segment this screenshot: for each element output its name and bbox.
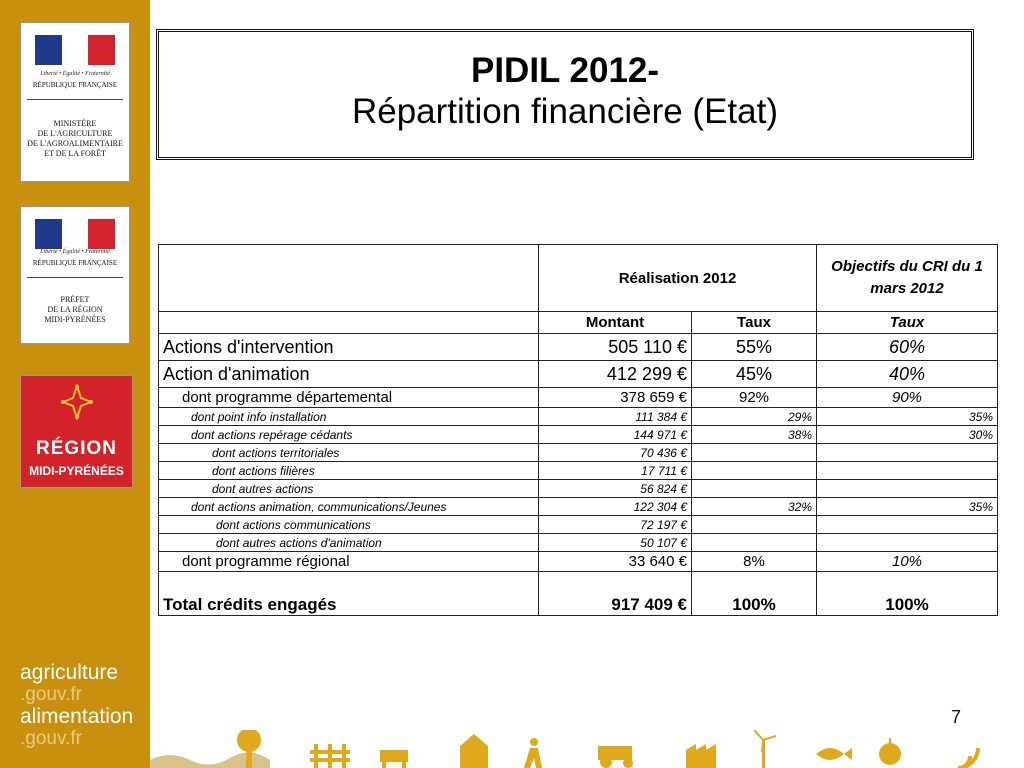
row-montant: 378 659 € bbox=[539, 388, 692, 408]
row-objectif: 35% bbox=[817, 408, 998, 426]
row-label: dont point info installation bbox=[159, 408, 539, 426]
agri-word: agriculture bbox=[20, 661, 119, 684]
total-label: Total crédits engagés bbox=[159, 572, 539, 616]
cow-icon bbox=[380, 750, 408, 768]
row-label: dont programme régional bbox=[159, 552, 539, 572]
prefect-line: DE LA RÉGION bbox=[47, 305, 103, 314]
row-taux: 38% bbox=[692, 426, 817, 444]
ministry-line: ET DE LA FORÊT bbox=[44, 149, 106, 158]
ministry-line: MINISTÈRE bbox=[53, 119, 97, 128]
french-flag-icon bbox=[35, 35, 115, 65]
subheader-montant: Montant bbox=[539, 312, 692, 334]
row-montant: 122 304 € bbox=[539, 498, 692, 516]
table-row bbox=[159, 552, 998, 572]
row-objectif bbox=[817, 462, 998, 480]
row-objectif: 60% bbox=[817, 334, 998, 361]
factory-icon bbox=[686, 744, 716, 768]
row-montant: 56 824 € bbox=[539, 480, 692, 498]
table-row bbox=[159, 444, 998, 462]
table-row bbox=[159, 361, 998, 388]
row-montant: 70 436 € bbox=[539, 444, 692, 462]
row-montant: 111 384 € bbox=[539, 408, 692, 426]
row-taux: 29% bbox=[692, 408, 817, 426]
republic-text: RÉPUBLIQUE FRANÇAISE bbox=[32, 81, 118, 89]
ministry-name bbox=[21, 119, 129, 159]
french-flag-icon bbox=[35, 219, 115, 249]
wind-turbine-icon bbox=[754, 730, 776, 768]
subheader-taux-objectif: Taux bbox=[817, 312, 998, 334]
row-label: dont actions filières bbox=[159, 462, 539, 480]
row-objectif bbox=[817, 444, 998, 462]
apple-icon bbox=[879, 738, 901, 765]
row-taux: 45% bbox=[692, 361, 817, 388]
house-icon bbox=[460, 734, 488, 768]
row-objectif: 40% bbox=[817, 361, 998, 388]
region-subtitle: MIDI-PYRÉNÉES bbox=[29, 464, 124, 478]
row-montant: 72 197 € bbox=[539, 516, 692, 534]
row-objectif: 90% bbox=[817, 388, 998, 408]
row-taux: 55% bbox=[692, 334, 817, 361]
table-subheader-row bbox=[159, 312, 998, 334]
header-empty-cell bbox=[159, 245, 539, 312]
row-label: dont actions animation, communications/Jeunes bbox=[159, 498, 539, 516]
table-header-row bbox=[159, 245, 998, 312]
row-taux bbox=[692, 534, 817, 552]
row-montant: 505 110 € bbox=[539, 334, 692, 361]
row-taux: 8% bbox=[692, 552, 817, 572]
row-taux bbox=[692, 444, 817, 462]
row-label: dont autres actions bbox=[159, 480, 539, 498]
agriculture-pictograms-strip bbox=[150, 730, 1024, 768]
row-label: dont autres actions d'animation bbox=[159, 534, 539, 552]
row-montant: 33 640 € bbox=[539, 552, 692, 572]
row-objectif bbox=[817, 480, 998, 498]
header-objectifs: Objectifs du CRI du 1 mars 2012 bbox=[817, 245, 998, 312]
row-montant: 144 971 € bbox=[539, 426, 692, 444]
motto-text: Liberté • Égalité • Fraternité bbox=[40, 71, 110, 77]
table-row bbox=[159, 388, 998, 408]
row-taux bbox=[692, 462, 817, 480]
row-objectif: 30% bbox=[817, 426, 998, 444]
prefect-line: MIDI-PYRÉNÉES bbox=[44, 315, 106, 324]
row-objectif bbox=[817, 516, 998, 534]
financial-table bbox=[158, 244, 998, 616]
row-objectif bbox=[817, 534, 998, 552]
ministry-logo bbox=[20, 22, 130, 182]
slide-subtitle: Répartition financière (Etat) bbox=[351, 92, 779, 131]
region-title: RÉGION bbox=[36, 438, 117, 459]
table-row bbox=[159, 534, 998, 552]
table-row bbox=[159, 426, 998, 444]
table-total-row bbox=[159, 572, 998, 616]
prefect-name bbox=[21, 295, 129, 325]
total-montant: 917 409 € bbox=[539, 572, 692, 616]
total-objectif: 100% bbox=[817, 572, 998, 616]
table-row bbox=[159, 408, 998, 426]
prefect-logo bbox=[20, 206, 130, 344]
row-label: dont programme départemental bbox=[159, 388, 539, 408]
slide-title: PIDIL 2012- bbox=[470, 51, 660, 90]
alim-word: alimentation bbox=[20, 705, 134, 728]
subheader-empty-cell bbox=[159, 312, 539, 334]
occitan-cross-icon bbox=[61, 384, 93, 420]
row-label: dont actions territoriales bbox=[159, 444, 539, 462]
sidebar bbox=[0, 0, 150, 768]
table-row bbox=[159, 498, 998, 516]
total-taux: 100% bbox=[692, 572, 817, 616]
walker-icon bbox=[524, 738, 542, 768]
row-label: dont actions communications bbox=[159, 516, 539, 534]
header-realisation: Réalisation 2012 bbox=[539, 245, 817, 312]
row-taux bbox=[692, 480, 817, 498]
table-row bbox=[159, 462, 998, 480]
table-row bbox=[159, 334, 998, 361]
ministry-line: DE L'AGROALIMENTAIRE bbox=[27, 139, 123, 148]
page-number: 7 bbox=[951, 707, 962, 727]
row-taux bbox=[692, 516, 817, 534]
subheader-taux: Taux bbox=[692, 312, 817, 334]
agri-suffix: .gouv.fr bbox=[20, 684, 82, 705]
rss-icon bbox=[958, 748, 978, 768]
row-objectif: 35% bbox=[817, 498, 998, 516]
row-montant: 50 107 € bbox=[539, 534, 692, 552]
row-montant: 412 299 € bbox=[539, 361, 692, 388]
table-row bbox=[159, 480, 998, 498]
fence-icon bbox=[310, 744, 350, 768]
tractor-icon bbox=[598, 746, 633, 768]
row-taux: 92% bbox=[692, 388, 817, 408]
row-label: Action d'animation bbox=[159, 361, 539, 388]
republic-text: RÉPUBLIQUE FRANÇAISE bbox=[32, 259, 118, 267]
logo-divider bbox=[27, 277, 123, 278]
logo-divider bbox=[27, 99, 123, 100]
fish-icon bbox=[816, 748, 852, 760]
row-label: dont actions repérage cédants bbox=[159, 426, 539, 444]
region-logo bbox=[20, 375, 133, 488]
prefect-line: PRÉFET bbox=[60, 295, 90, 304]
row-objectif: 10% bbox=[817, 552, 998, 572]
slide-title-box bbox=[156, 29, 974, 160]
table-row bbox=[159, 516, 998, 534]
motto-text: Liberté • Égalité • Fraternité bbox=[40, 249, 110, 255]
agriculture-site-logo bbox=[20, 662, 133, 750]
row-label: Actions d'intervention bbox=[159, 334, 539, 361]
alim-suffix: .gouv.fr bbox=[20, 728, 82, 749]
ministry-line: DE L'AGRICULTURE bbox=[37, 129, 113, 138]
row-montant: 17 711 € bbox=[539, 462, 692, 480]
row-taux: 32% bbox=[692, 498, 817, 516]
